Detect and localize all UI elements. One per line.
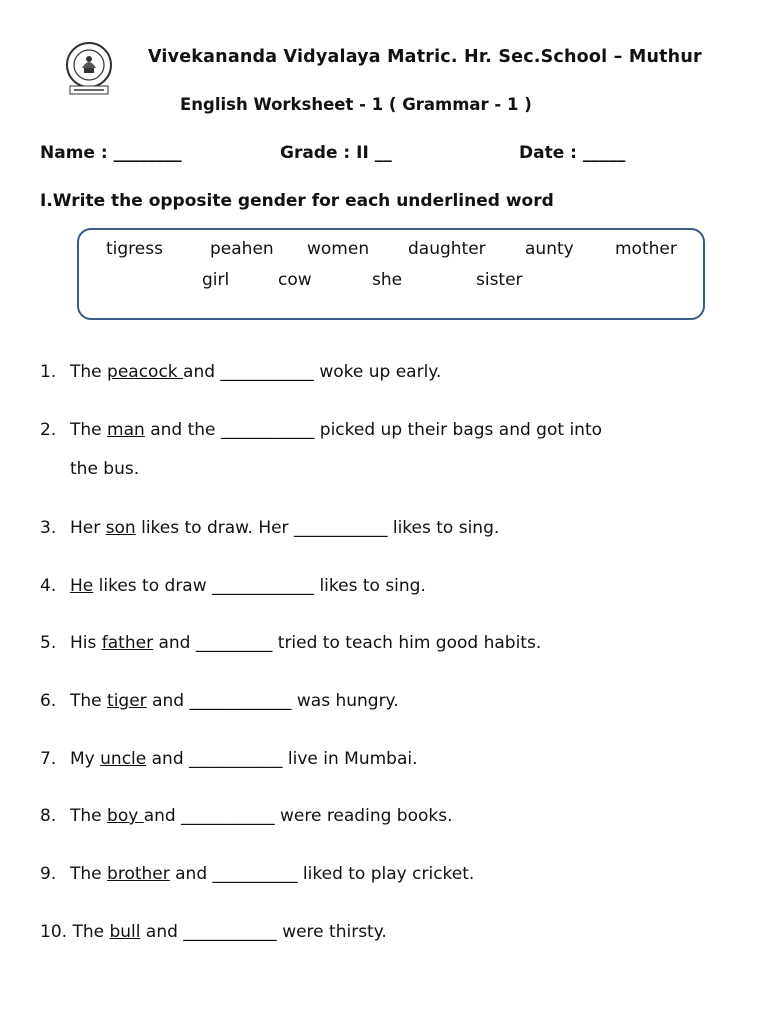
question-continuation: the bus. [70, 459, 140, 479]
date-field: Date : _____ [519, 143, 626, 163]
name-field: Name : ________ [40, 143, 182, 163]
word-bank-item: sister [476, 270, 523, 290]
word-bank [77, 228, 705, 320]
grade-field: Grade : II __ [280, 143, 392, 163]
question-item: 9. The brother and __________ liked to play cricket. [40, 864, 475, 884]
question-item: 7. My uncle and ___________ live in Mumbai. [40, 749, 418, 769]
underlined-word: father [101, 633, 154, 653]
underlined-word: man [107, 420, 145, 440]
word-bank-item: mother [615, 239, 677, 259]
school-logo [62, 40, 116, 96]
underlined-word: brother [107, 864, 170, 884]
word-bank-item: daughter [408, 239, 486, 259]
word-bank-item: she [372, 270, 403, 290]
question-item: 2. The man and the ___________ picked up their bags and got into [40, 420, 603, 440]
student-info-row [40, 143, 720, 167]
question-item: 4. He likes to draw ____________ likes to sing. [40, 576, 426, 596]
school-name: Vivekananda Vidyalaya Matric. Hr. Sec.School – Muthur [148, 47, 702, 67]
underlined-word: bull [109, 922, 141, 942]
question-item: 6. The tiger and ____________ was hungry. [40, 691, 399, 711]
word-bank-item: tigress [106, 239, 163, 259]
word-bank-item: girl [202, 270, 230, 290]
question-item: 8. The boy and ___________ were reading books. [40, 806, 453, 826]
word-bank-item: cow [278, 270, 312, 290]
question-item: 10. The bull and ___________ were thirsty. [40, 922, 387, 942]
underlined-word: tiger [107, 691, 147, 711]
section-heading: I.Write the opposite gender for each underlined word [40, 191, 554, 211]
word-bank-item: aunty [525, 239, 574, 259]
word-bank-item: peahen [210, 239, 274, 259]
underlined-word: He [70, 576, 94, 596]
underlined-word: son [105, 518, 136, 538]
word-bank-item: women [307, 239, 370, 259]
question-item: 1. The peacock and ___________ woke up early. [40, 362, 442, 382]
worksheet-title: English Worksheet - 1 ( Grammar - 1 ) [180, 95, 532, 114]
question-item: 3. Her son likes to draw. Her ___________ likes to sing. [40, 518, 500, 538]
underlined-word: uncle [100, 749, 147, 769]
question-item: 5. His father and _________ tried to teach him good habits. [40, 633, 542, 653]
underlined-word: peacock [107, 362, 184, 382]
underlined-word: boy [107, 806, 144, 826]
